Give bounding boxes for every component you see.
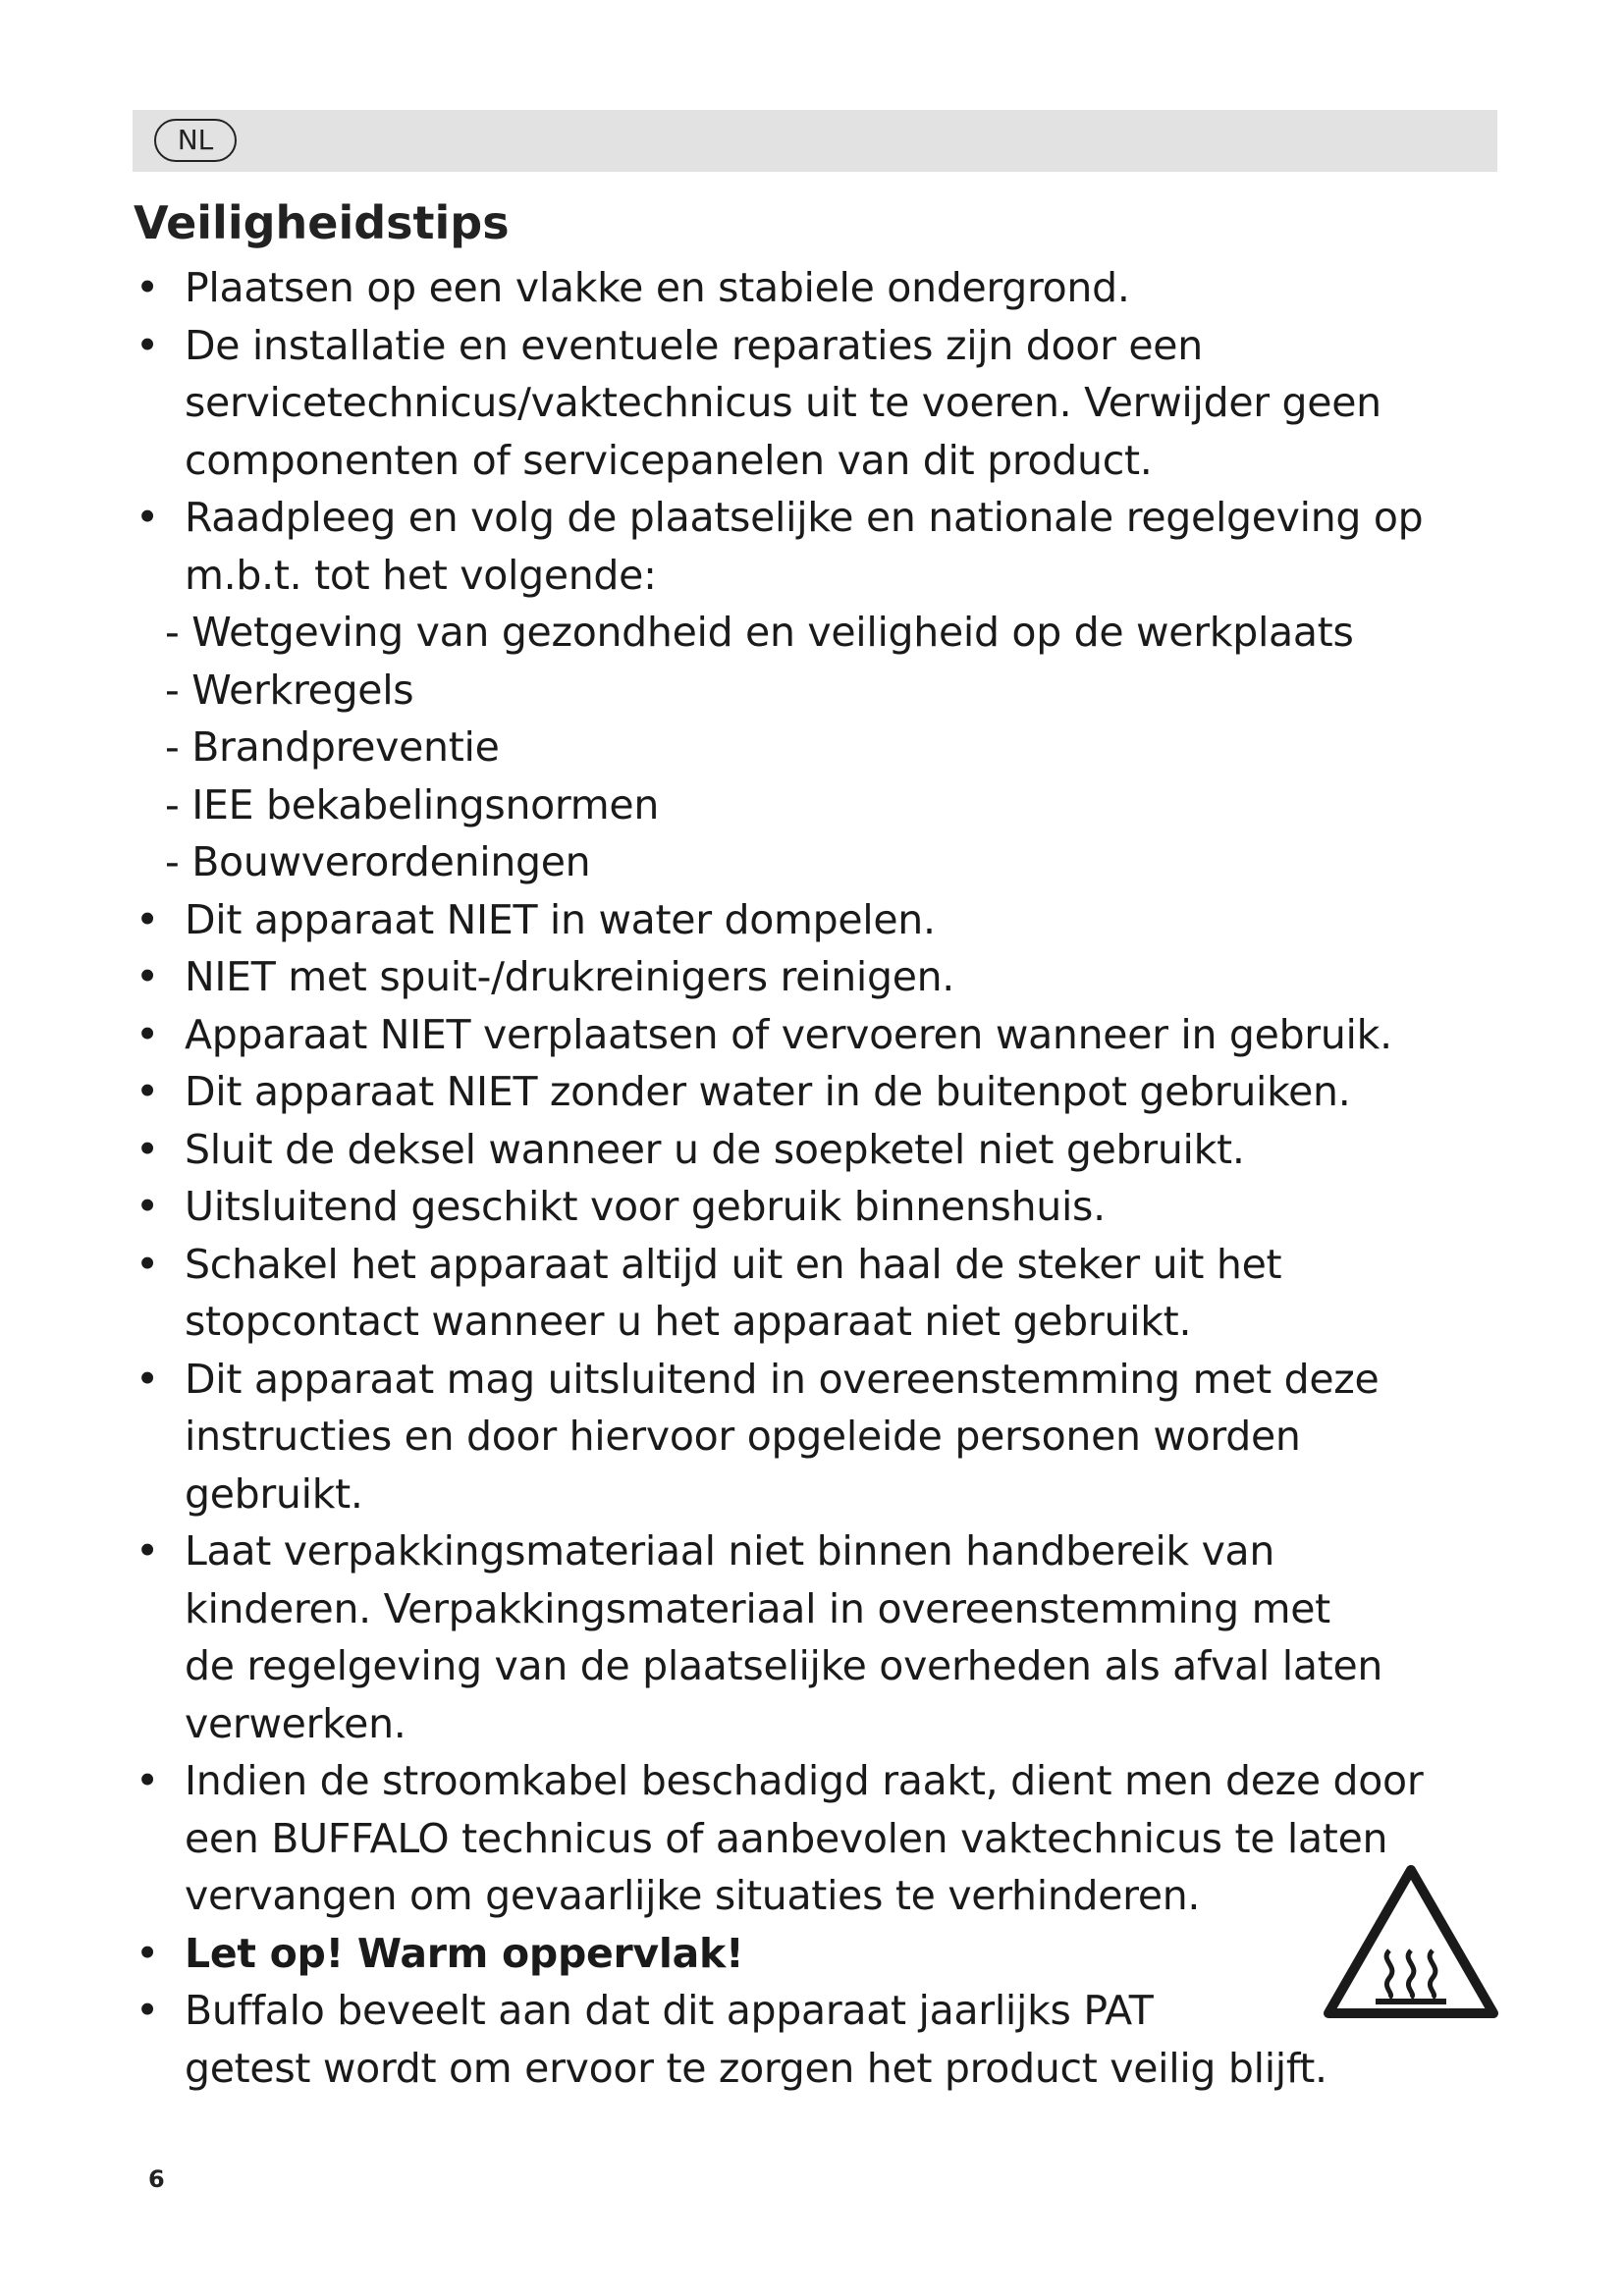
list-item-text: Raadpleeg en volg de plaatselijke en nationale regelgeving op bbox=[185, 494, 1424, 541]
list-item bbox=[134, 1982, 1508, 2097]
list-item-text: een BUFFALO technicus of aanbevolen vaktechnicus te laten bbox=[185, 1814, 1388, 1862]
list-item-text: vervangen om gevaarlijke situaties te verhinderen. bbox=[185, 1872, 1201, 1919]
list-item-text: Buffalo beveelt aan dat dit apparaat jaarlijks PAT bbox=[185, 1987, 1154, 2034]
list-item bbox=[134, 317, 1508, 490]
bullet: • bbox=[135, 1183, 159, 1230]
list-item bbox=[134, 1006, 1508, 1064]
list-item-text: Plaatsen op een vlakke en stabiele ondergrond. bbox=[185, 264, 1130, 311]
list-item-text: getest wordt om ervoor te zorgen het product veilig blijft. bbox=[185, 2044, 1327, 2092]
bullet: • bbox=[135, 321, 159, 369]
list-item-text: Sluit de deksel wanneer u de soepketel niet gebruikt. bbox=[185, 1125, 1245, 1173]
bullet: • bbox=[135, 1010, 159, 1058]
list-item-text: m.b.t. tot het volgende: bbox=[185, 551, 657, 599]
bullet: • bbox=[135, 1355, 159, 1403]
list-item-text: Uitsluitend geschikt voor gebruik binnenshuis. bbox=[185, 1183, 1106, 1230]
bullet: • bbox=[135, 1240, 159, 1288]
list-item-text: NIET met spuit-/drukreinigers reinigen. bbox=[185, 953, 955, 1000]
warm-surface-warning-text: Let op! Warm oppervlak! bbox=[185, 1929, 744, 1977]
sub-list-item: - IEE bekabelingsnormen bbox=[165, 780, 660, 828]
list-item-text: gebruikt. bbox=[185, 1469, 363, 1518]
list-item bbox=[134, 1522, 1508, 1752]
bullet: • bbox=[135, 1929, 159, 1977]
bullet: • bbox=[135, 264, 159, 311]
list-item-text: Apparaat NIET verplaatsen of vervoeren wanneer in gebruik. bbox=[185, 1010, 1392, 1058]
list-item bbox=[134, 1236, 1508, 1351]
list-item-text: verwerken. bbox=[185, 1699, 406, 1747]
page-title: Veiligheidstips bbox=[134, 196, 510, 249]
language-badge: NL bbox=[154, 119, 237, 162]
bullet: • bbox=[135, 1125, 159, 1173]
list-item bbox=[134, 1063, 1508, 1121]
sub-list-item: - Bouwverordeningen bbox=[165, 838, 591, 885]
list-item-text: stopcontact wanneer u het apparaat niet gebruikt. bbox=[185, 1298, 1192, 1345]
list-item-text: Dit apparaat NIET in water dompelen. bbox=[185, 895, 936, 943]
sub-list-item: - Brandpreventie bbox=[165, 723, 500, 771]
list-item-text: kinderen. Verpakkingsmateriaal in overeenstemming met bbox=[185, 1584, 1330, 1632]
bullet: • bbox=[135, 895, 159, 943]
list-item-text: Schakel het apparaat altijd uit en haal de steker uit het bbox=[185, 1240, 1282, 1288]
list-item bbox=[134, 1121, 1508, 1179]
list-item-text: Indien de stroomkabel beschadigd raakt, dient men deze door bbox=[185, 1757, 1424, 1804]
list-item-text: componenten of servicepanelen van dit product. bbox=[185, 436, 1153, 484]
list-item-text: instructies en door hiervoor opgeleide personen worden bbox=[185, 1413, 1301, 1460]
bullet: • bbox=[135, 1527, 159, 1575]
list-item-text: Laat verpakkingsmateriaal niet binnen handbereik van bbox=[185, 1527, 1275, 1575]
bullet: • bbox=[135, 953, 159, 1000]
list-item-text: Dit apparaat NIET zonder water in de buitenpot gebruiken. bbox=[185, 1068, 1351, 1115]
bullet: • bbox=[135, 1068, 159, 1115]
list-item-text: servicetechnicus/vaktechnicus uit te voeren. Verwijder geen bbox=[185, 379, 1381, 426]
sub-list-item: - Wetgeving van gezondheid en veiligheid op de werkplaats bbox=[165, 609, 1354, 656]
list-item bbox=[134, 1178, 1508, 1236]
bullet: • bbox=[135, 494, 159, 541]
list-item bbox=[134, 948, 1508, 1006]
safety-tips-list bbox=[134, 259, 1508, 2097]
list-item-warning bbox=[134, 1925, 1508, 1983]
list-item-text: Dit apparaat mag uitsluitend in overeenstemming met deze bbox=[185, 1355, 1380, 1403]
hot-surface-warning-icon bbox=[1321, 1860, 1502, 2022]
bullet: • bbox=[135, 1987, 159, 2034]
list-item bbox=[134, 489, 1508, 604]
language-header-bar bbox=[133, 110, 1497, 172]
list-item bbox=[134, 1351, 1508, 1523]
bullet: • bbox=[135, 1757, 159, 1804]
list-item-text: De installatie en eventuele reparaties zijn door een bbox=[185, 321, 1203, 369]
page-number: 6 bbox=[148, 2165, 165, 2193]
list-item bbox=[134, 259, 1508, 317]
list-item bbox=[134, 891, 1508, 949]
list-item-text: de regelgeving van de plaatselijke overheden als afval laten bbox=[185, 1642, 1383, 1689]
sub-list-item: - Werkregels bbox=[165, 666, 414, 714]
list-item bbox=[134, 1752, 1508, 1925]
